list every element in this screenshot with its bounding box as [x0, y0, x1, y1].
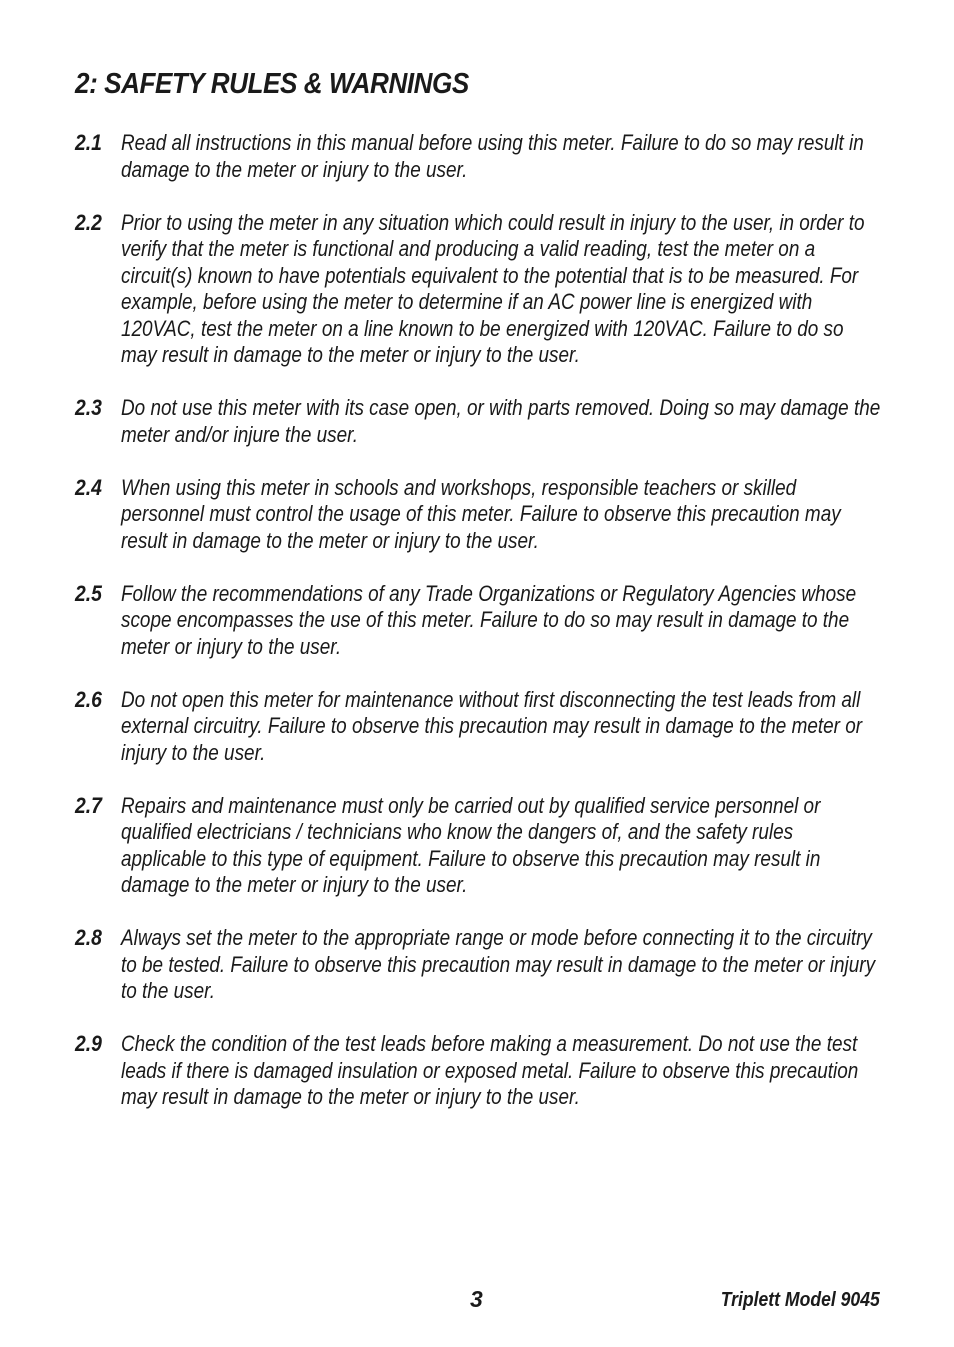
rule-text: Do not use this meter with its case open, or with parts removed. Doing so may damage the meter and/or injure the user. — [121, 395, 881, 447]
rule-text: Follow the recommendations of any Trade Organizations or Regulatory Agencies whose scope encompasses the use of this meter. Failure to do so may result in damage to the meter or injury to the user. — [121, 580, 857, 659]
rule-number: 2.3 — [75, 395, 102, 420]
safety-rules-list — [75, 130, 885, 1137]
rule-2-3 — [75, 395, 885, 448]
rule-2-2 — [75, 210, 885, 369]
rule-number: 2.6 — [75, 686, 102, 712]
rule-text: Repairs and maintenance must only be carried out by qualified service personnel or qualified electricians / technicians who know the dangers of, and the safety rules applicable to this type of equipment. Failure to observe this precaution may result in damage to the meter or injury to the user. — [121, 792, 821, 897]
rule-2-4 — [75, 475, 885, 555]
rule-text: Always set the meter to the appropriate range or mode before connecting it to the circuitry to be tested. Failure to observe this precaution may result in damage to the meter or injury to the user. — [121, 925, 876, 1003]
rule-text: Do not open this meter for maintenance without first disconnecting the test leads from all external circuitry. Failure to observe this precaution may result in damage to the meter or injury to the user. — [121, 686, 863, 765]
rule-number: 2.9 — [75, 1031, 102, 1056]
rule-text: Check the condition of the test leads before making a measurement. Do not use the test leads if there is damaged insulation or exposed metal. Failure to observe this precaution may result in damage to the meter or injury to the user. — [121, 1031, 859, 1109]
rule-number: 2.4 — [75, 474, 102, 500]
rule-2-9 — [75, 1031, 885, 1111]
rule-2-7 — [75, 793, 885, 899]
rule-2-5 — [75, 581, 885, 661]
rule-number: 2.2 — [75, 209, 102, 235]
rule-2-1 — [75, 130, 885, 183]
rule-text: Prior to using the meter in any situation which could result in injury to the user, in order to verify that the meter is functional and producing a valid reading, test the meter on a circuit(s) known to have potentials equivalent to the potential that is to be measured. For example, before using the meter to determine if an AC power line is energized with 120VAC, test the meter on a line known to be energized with 120VAC. Failure to do so may result in damage to the meter or injury to the user. — [121, 209, 865, 367]
rule-text: When using this meter in schools and workshops, responsible teachers or skilled personnel must control the usage of this meter. Failure to observe this precaution may result in damage to the meter or injury to the user. — [121, 474, 841, 553]
rule-2-6 — [75, 687, 885, 767]
footer-model-name: Triplett Model 9045 — [720, 1289, 880, 1311]
page-title: 2: SAFETY RULES & WARNINGS — [75, 68, 469, 100]
page-number: 3 — [470, 1286, 483, 1312]
rule-text: Read all instructions in this manual before using this meter. Failure to do so may result in damage to the meter or injury to the user. — [121, 130, 864, 182]
rule-number: 2.5 — [75, 580, 102, 606]
rule-number: 2.1 — [75, 130, 102, 155]
rule-number: 2.8 — [75, 925, 102, 950]
rule-number: 2.7 — [75, 792, 102, 818]
rule-2-8 — [75, 925, 885, 1005]
